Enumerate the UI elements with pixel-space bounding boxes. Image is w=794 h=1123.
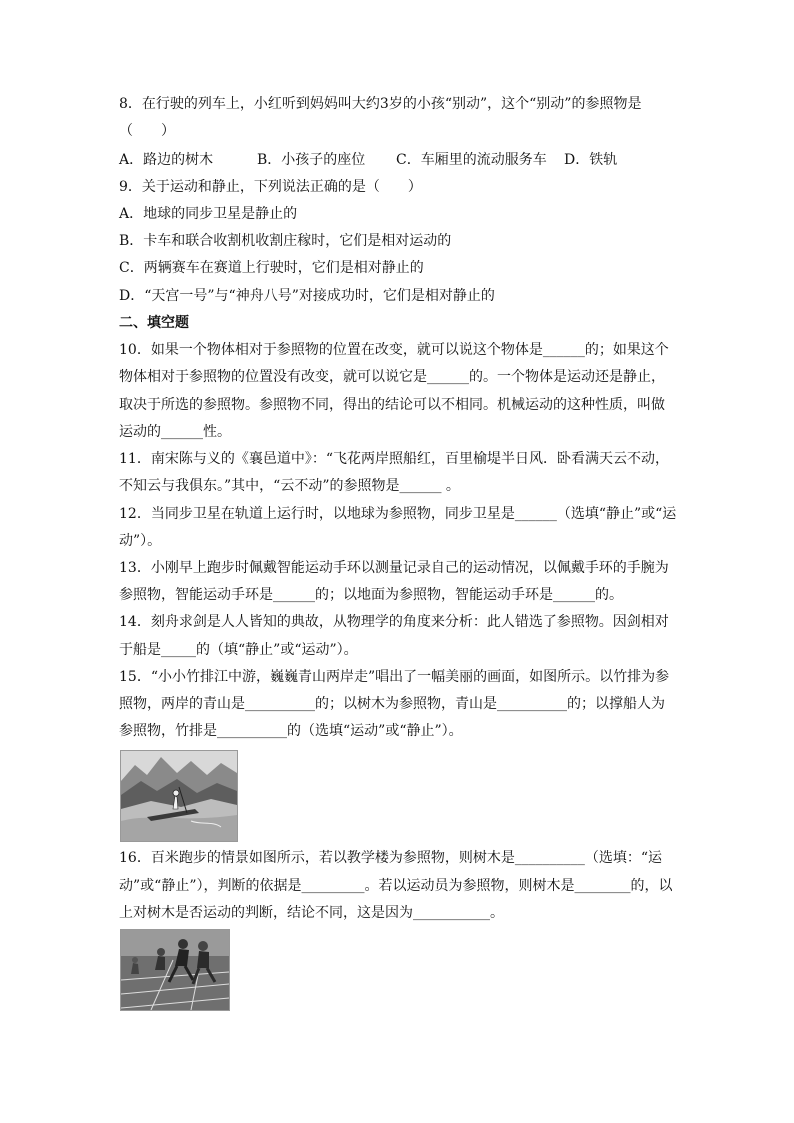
sprint-race-figure — [120, 929, 230, 1011]
q9-option-d: D．“天宫一号”与“神舟八号”对接成功时，它们是相对静止的 — [119, 288, 495, 304]
q15-line1: 15．“小小竹排江中游，巍巍青山两岸走”唱出了一幅美丽的画面，如图所示。以竹排为参 — [119, 669, 670, 685]
q16-line3: 上对树木是否运动的判断，结论不同，这是因为___________。 — [119, 905, 504, 921]
q9-option-c: C．两辆赛车在赛道上行驶时，它们是相对静止的 — [119, 260, 424, 276]
q8-stem-line1: 8．在行驶的列车上，小红听到妈妈叫大约3岁的小孩“别动”，这个“别动”的参照物是 — [119, 96, 642, 112]
q15-line3: 参照物，竹排是__________的（选填“运动”或“静止”）。 — [119, 723, 463, 739]
q14-line1: 14．刻舟求剑是人人皆知的典故，从物理学的角度来分析：此人错选了参照物。因剑相对 — [119, 614, 669, 630]
bamboo-raft-figure — [120, 750, 238, 842]
q10-line4: 运动的______性。 — [119, 424, 231, 440]
section-title-fill-in: 二、填空题 — [119, 315, 189, 331]
q8-option-a: A．路边的树木 — [119, 152, 214, 168]
q9-stem: 9．关于运动和静止，下列说法正确的是（ ） — [119, 179, 422, 195]
q13-line1: 13．小刚早上跑步时佩戴智能运动手环以测量记录自己的运动情况，以佩戴手环的手腕为 — [119, 560, 669, 576]
q10-line3: 取决于所选的参照物。参照物不同，得出的结论可以不相同。机械运动的这种性质，叫做 — [119, 397, 665, 413]
q9-option-b: B．卡车和联合收割机收割庄稼时，它们是相对运动的 — [119, 233, 452, 249]
q8-options — [119, 150, 679, 170]
q10-line2: 物体相对于参照物的位置没有改变，就可以说它是______的。一个物体是运动还是静止， — [119, 369, 665, 385]
q8-option-c: C．车厢里的流动服务车 — [396, 152, 547, 168]
q10-line1: 10．如果一个物体相对于参照物的位置在改变，就可以说这个物体是______的；如果这个 — [119, 342, 669, 358]
q12-line1: 12．当同步卫星在轨道上运行时，以地球为参照物，同步卫星是______（选填“静止”或“运 — [119, 506, 677, 522]
q13-line2: 参照物，智能运动手环是______的；以地面为参照物，智能运动手环是______的。 — [119, 587, 623, 603]
q11-line1: 11．南宋陈与义的《襄邑道中》：“飞花两岸照船红，百里榆堤半日风．卧看满天云不动， — [119, 451, 669, 467]
q9-option-a: A．地球的同步卫星是静止的 — [119, 206, 298, 222]
q16-line1: 16．百米跑步的情景如图所示，若以教学楼为参照物，则树木是__________（选填：“运 — [119, 850, 662, 866]
q11-line2: 不知云与我俱东。”其中，“云不动”的参照物是______ 。 — [119, 478, 460, 494]
q8-stem-line2: （ ） — [119, 123, 175, 139]
q14-line2: 于船是_____的（填“静止”或“运动”）。 — [119, 642, 358, 658]
q8-option-d: D．铁轨 — [564, 152, 618, 168]
q15-line2: 照物，两岸的青山是__________的；以树木为参照物，青山是__________的；以撑船人为 — [119, 696, 665, 712]
q16-line2: 动”或“静止”），判断的依据是_________。若以运动员为参照物，则树木是________的，以 — [119, 878, 673, 894]
q8-option-b: B．小孩子的座位 — [257, 152, 366, 168]
q12-line2: 动”）。 — [119, 533, 162, 549]
